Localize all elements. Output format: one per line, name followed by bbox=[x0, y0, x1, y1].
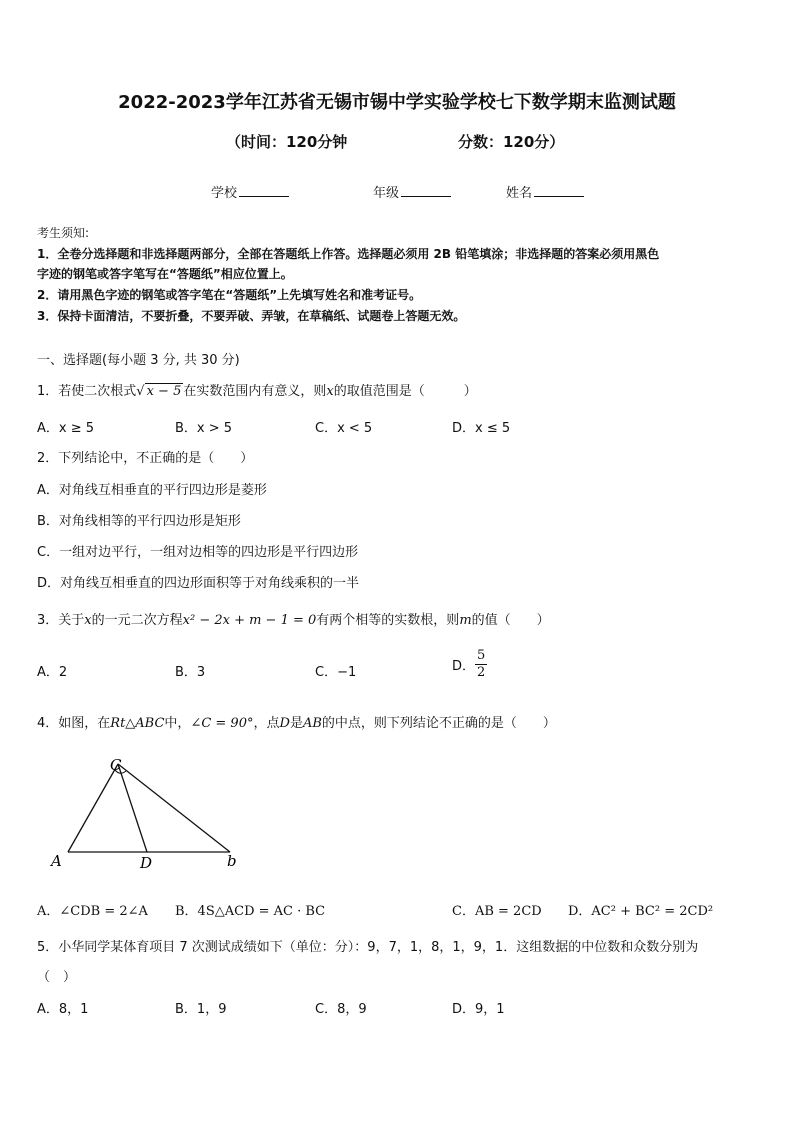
q2-option-d: D．对角线互相垂直的四边形面积等于对角线乘积的一半 bbox=[37, 576, 360, 591]
exam-time: （时间：120分钟 bbox=[226, 133, 348, 151]
q3-option-b: B．3 bbox=[175, 665, 206, 680]
notice-item: 字迹的钢笔或答字笔写在“答题纸”相应位置上。 bbox=[37, 267, 293, 281]
q5-option-a: A．8，1 bbox=[37, 1002, 89, 1017]
notice-item: 1．全卷分选择题和非选择题两部分，全部在答题纸上作答。选择题必须用 2B 铅笔填涂；非选择题的答案必须用黑色 bbox=[37, 247, 660, 261]
question-4 bbox=[37, 712, 556, 731]
q5-option-b: B．1，9 bbox=[175, 1002, 227, 1017]
numerator: 5 bbox=[477, 648, 486, 663]
q4-triangle: Rt△ABC bbox=[110, 716, 165, 731]
denominator: 2 bbox=[477, 665, 486, 680]
radical: √ x − 5 bbox=[136, 384, 182, 399]
notice-item: 2．请用黑色字迹的钢笔或答字笔在“答题纸”上先填写姓名和准考证号。 bbox=[37, 288, 422, 302]
question-5-paren: （ ） bbox=[37, 970, 77, 985]
q1-text: 的取值范围是（ ） bbox=[333, 384, 477, 399]
q4-segment: AB bbox=[302, 716, 322, 731]
exam-score: 分数：120分） bbox=[458, 133, 565, 151]
q1-option-b: B．x > 5 bbox=[175, 421, 233, 436]
q4-text: 4．如图，在 bbox=[37, 716, 111, 731]
name-label: 姓名 bbox=[506, 186, 533, 201]
q4-text: 是 bbox=[289, 716, 303, 731]
label-c: C bbox=[110, 756, 122, 774]
q4-option-c: C．AB = 2CD bbox=[452, 904, 542, 919]
q3-option-c: C．−1 bbox=[315, 665, 357, 680]
q1-option-a: A．x ≥ 5 bbox=[37, 421, 95, 436]
q5-option-c: C．8，9 bbox=[315, 1002, 367, 1017]
q3-option-d bbox=[452, 648, 487, 681]
q3-option-d-label: D． bbox=[452, 659, 476, 674]
q2-option-a: A．对角线互相垂直的平行四边形是菱形 bbox=[37, 483, 267, 498]
school-label: 学校 bbox=[211, 186, 238, 201]
question-5: 5．小华同学某体育项目 7 次测试成绩如下（单位：分）：9，7，1，8，1，9，1．这组数据的中位数和众数分别为 bbox=[37, 940, 699, 955]
q5-option-d: D．9，1 bbox=[452, 1002, 505, 1017]
q4-point: D bbox=[279, 716, 290, 731]
label-a: A bbox=[51, 852, 62, 870]
q2-option-b: B．对角线相等的平行四边形是矩形 bbox=[37, 514, 241, 529]
question-1 bbox=[37, 380, 477, 399]
radicand: x − 5 bbox=[146, 384, 182, 399]
school-blank bbox=[239, 184, 289, 197]
q1-var: x bbox=[326, 384, 334, 399]
side-ac bbox=[68, 764, 118, 852]
fraction bbox=[475, 648, 487, 681]
name-blank bbox=[534, 184, 584, 197]
notice-item: 3．保持卡面清洁，不要折叠，不要弄破、弄皱，在草稿纸、试题卷上答题无效。 bbox=[37, 309, 466, 323]
label-d: D bbox=[140, 854, 153, 872]
q3-equation: x² − 2x + m − 1 = 0 bbox=[182, 613, 317, 628]
q3-text: 有两个相等的实数根，则 bbox=[316, 613, 460, 628]
q1-option-c: C．x < 5 bbox=[315, 421, 373, 436]
side-cb bbox=[118, 764, 230, 852]
q3-text: 的一元二次方程 bbox=[91, 613, 183, 628]
q2-option-c: C．一组对边平行，一组对边相等的四边形是平行四边形 bbox=[37, 545, 359, 560]
q1-text: 1．若使二次根式 bbox=[37, 384, 137, 399]
grade-blank bbox=[401, 184, 451, 197]
q4-option-d: D．AC² + BC² = 2CD² bbox=[568, 904, 714, 919]
median-cd bbox=[118, 764, 147, 852]
q4-text: ，点 bbox=[253, 716, 280, 731]
q3-option-a: A．2 bbox=[37, 665, 68, 680]
grade-field bbox=[373, 182, 451, 201]
notice-heading: 考生须知: bbox=[37, 226, 90, 240]
q4-angle: ∠C = 90° bbox=[190, 716, 254, 731]
school-field bbox=[211, 182, 289, 201]
q3-var: m bbox=[459, 613, 472, 628]
question-3 bbox=[37, 609, 550, 628]
q4-text: 中， bbox=[164, 716, 191, 731]
question-2: 2．下列结论中，不正确的是（ ） bbox=[37, 451, 254, 466]
exam-title: 2022-2023学年江苏省无锡市锡中学实验学校七下数学期末监测试题 bbox=[118, 92, 676, 113]
q4-text: 的中点，则下列结论不正确的是（ ） bbox=[321, 716, 556, 731]
section-heading: 一、选择题(每小题 3 分, 共 30 分) bbox=[37, 353, 240, 368]
q4-option-a: A．∠CDB = 2∠A bbox=[37, 904, 148, 919]
q3-text: 的值（ ） bbox=[471, 613, 550, 628]
grade-label: 年级 bbox=[373, 186, 400, 201]
triangle-figure bbox=[40, 752, 260, 874]
q3-var: x bbox=[84, 613, 92, 628]
label-b: b bbox=[227, 852, 237, 870]
q3-text: 3．关于 bbox=[37, 613, 85, 628]
q1-text: 在实数范围内有意义，则 bbox=[183, 384, 327, 399]
name-field bbox=[506, 182, 584, 201]
q1-option-d: D．x ≤ 5 bbox=[452, 421, 511, 436]
q4-option-b: B．4S△ACD = AC · BC bbox=[175, 904, 326, 919]
